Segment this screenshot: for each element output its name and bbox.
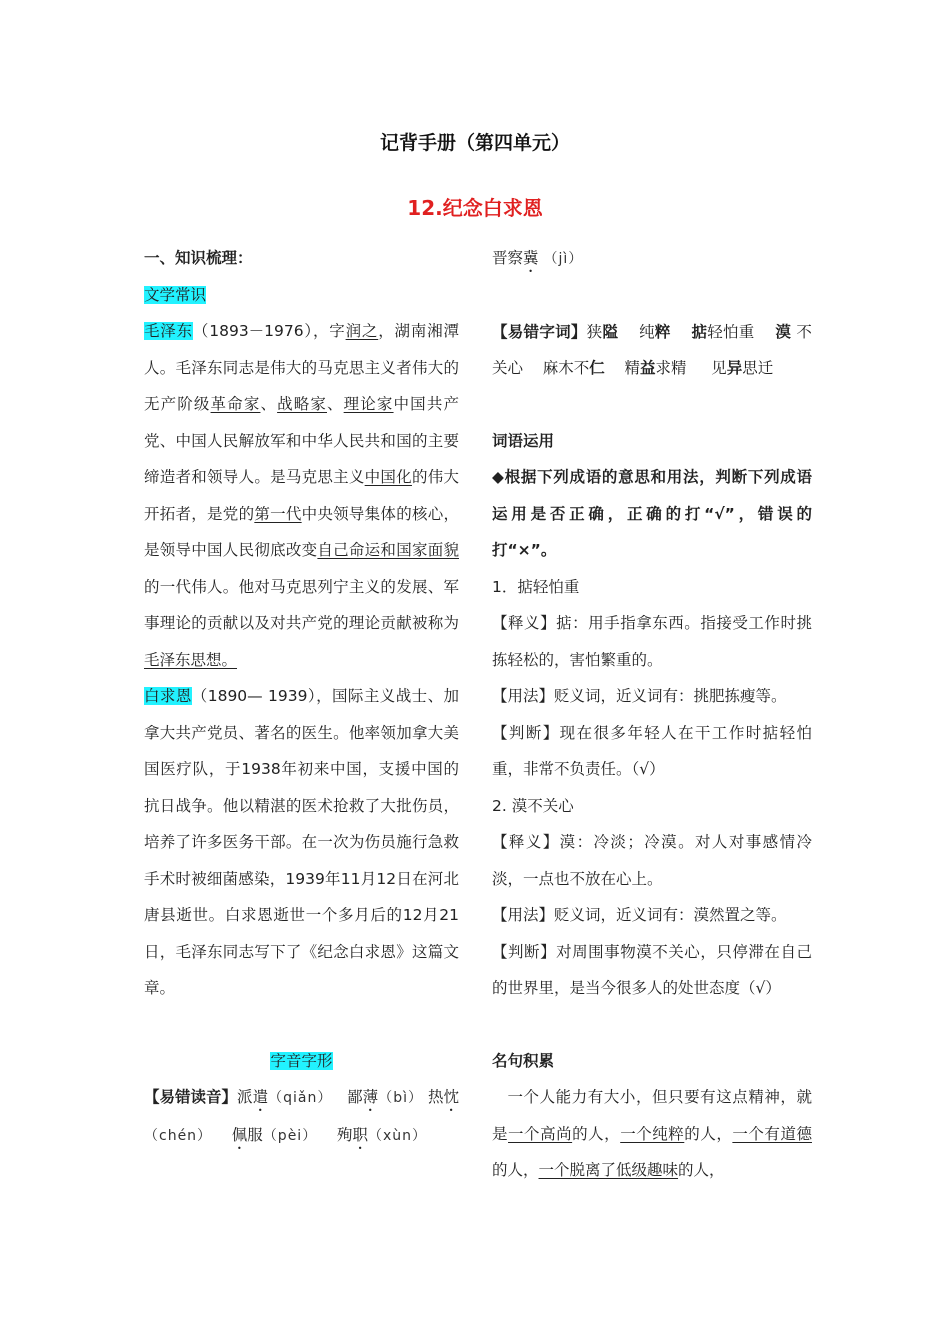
text: 不关心 [492,322,812,377]
bold-char: 粹 [654,322,671,341]
bold-char: 漠 [775,322,792,341]
page-title: 记背手册（第四单元） [379,132,570,154]
text: 求精 [655,359,687,377]
text: 、 [327,395,344,413]
label: 【用法】 [492,906,555,924]
pinyin: （qiǎn） [268,1090,333,1106]
underlined-phrase: 一个纯粹 [620,1124,685,1143]
text: 的人， [572,1124,621,1143]
text: 轻怕重 [707,322,755,341]
usage-title: 词语运用 [492,431,555,450]
bold-char: 仁 [589,359,605,377]
pron-heading: 【易错读音】 [144,1088,238,1106]
pinyin: （xùn） [367,1127,427,1144]
bethune-name: 白求恩 [144,687,192,705]
idiom-1-judgement [492,715,812,788]
text: 狭 [586,322,603,341]
underlined-phrase: 一个高尚 [508,1124,573,1143]
underlined-term: 第一代 [254,504,302,523]
text: 服 [247,1125,263,1144]
text: 殉 [336,1125,353,1144]
text: 派 [237,1088,253,1106]
bold-char: 益 [640,359,656,377]
text: 纯 [639,322,655,341]
error-prone-words [492,314,812,387]
text: 的人， [684,1124,733,1143]
dotted-char: 薄 [362,1088,379,1106]
dotted-char: 忱 [443,1088,459,1106]
text: 的伟大开拓者，是党的 [144,468,459,523]
dotted-char: 佩 [231,1125,248,1144]
text: 思迁 [742,359,774,377]
famous-quote [492,1079,812,1189]
label: 【释义】 [492,833,560,851]
quote-title: 名句积累 [492,1051,555,1070]
text: 中国共产党、中国人民解放军和中华人民共和国的主要缔造者和领导人。是马克思主义 [144,395,459,486]
text: 鄙 [347,1088,363,1106]
pinyin: （chén） [144,1127,213,1144]
text: 麻木不 [542,359,590,377]
text: 贬义词，近义词有：漠然置之等。 [554,906,787,924]
error-heading: 【易错字词】 [492,322,587,341]
label: 【用法】 [492,687,555,705]
idiom-1-title: 1．掂轻怕重 [492,577,580,596]
pronunciation-label: 字音字形 [270,1051,333,1070]
text: 漠：冷淡；冷漠。对人对事感情冷淡，一点也不放在心上。 [492,833,812,888]
underlined-term: 战略家 [277,395,327,413]
label: 【释义】 [492,614,557,632]
pron-continued [492,240,812,278]
lesson-title: 12.纪念白求恩 [407,196,543,220]
text: 精 [624,359,640,377]
text: 、 [260,395,278,413]
text: 对周围事物漠不关心，只停滞在自己的世界里，是当今很多人的处世态度（√） [492,942,812,997]
idiom-1-definition [492,605,812,678]
underlined-term: 中国化 [364,468,412,486]
label: 【判断】 [492,942,557,961]
idiom-2-definition [492,824,812,897]
text: ，湖南湘潭人。毛泽东同志是伟大的马克思主义者伟大的无产阶级 [144,322,459,413]
literature-label: 文学常识 [144,285,207,304]
underlined-term: 革命家 [210,395,261,413]
label: 【判断】 [492,723,560,742]
text: 中央领导集体的核心，是领导中国人民彻底改变 [144,504,459,559]
left-column [144,240,459,1154]
text: 掂：用手指拿东西。指接受工作时挑拣轻松的，害怕繁重的。 [492,614,812,669]
usage-question: ◆根据下列成语的意思和用法，判断下列成语运用是否正确，正确的打“√”，错误的打“×”。 [492,468,812,559]
text: 现在很多年轻人在干工作时掂轻怕重，非常不负责任。（√） [492,723,812,778]
text: 的人， [678,1161,725,1179]
pinyin: （bì） [378,1090,423,1106]
idiom-2-usage [492,897,812,934]
text: 的一代伟人。他对马克思列宁主义的发展、军事理论的贡献以及对共产党的理论贡献被称为 [144,577,459,632]
pinyin: （jì） [543,251,584,267]
text: 贬义词，近义词有：挑肥拣瘦等。 [554,687,787,705]
idiom-2-judgement [492,934,812,1007]
dotted-char: 冀 [523,249,539,267]
pronunciation-list [144,1079,459,1154]
text: 热 [427,1088,444,1106]
text: 见 [711,359,727,377]
bold-char: 掂 [691,322,708,341]
underlined-phrase: 一个脱离了低级趣味 [538,1161,679,1179]
underlined-term: 理论家 [343,395,394,413]
bold-char: 隘 [602,322,619,341]
underlined-phrase: 一个有道德 [732,1124,812,1143]
underlined-term: 自己命运和国家面貌 [317,541,459,559]
courtesy-name: 润之 [345,322,379,340]
idiom-2-title: 2. 漠不关心 [492,796,574,815]
text: 晋察 [492,249,524,267]
section-heading: 一、知识梳理： [144,249,253,267]
text: （1893－1976），字 [192,322,346,340]
text: 的人， [492,1161,539,1179]
text: （1890— 1939），国际主义战士、加拿大共产党员、著名的医生。他率领加拿大美国医疗队，于1938年初来中国，支援中国的抗日战争。他以精湛的医术抢救了大批伤员，培养了许多医务干部。在一次为伤员施行急救手术时被细菌感染，1939年11月12日在河北唐县逝世。白求恩逝世一个多月后的12月21日，毛泽东同志写下了《纪念白求恩》这篇文章。 [144,687,459,997]
pinyin: （pèi） [262,1127,318,1144]
right-column [492,240,812,1189]
mao-paragraph [144,313,459,678]
text: 一个人能力有大小，但只要有这点精神，就是 [492,1088,812,1143]
dotted-char: 遣 [252,1088,269,1106]
bold-char: 异 [726,359,743,377]
bethune-paragraph [144,678,459,1007]
dotted-char: 职 [352,1125,368,1144]
mao-name: 毛泽东 [144,322,193,340]
idiom-1-usage [492,678,812,715]
underlined-term: 毛泽东思想。 [144,650,238,669]
